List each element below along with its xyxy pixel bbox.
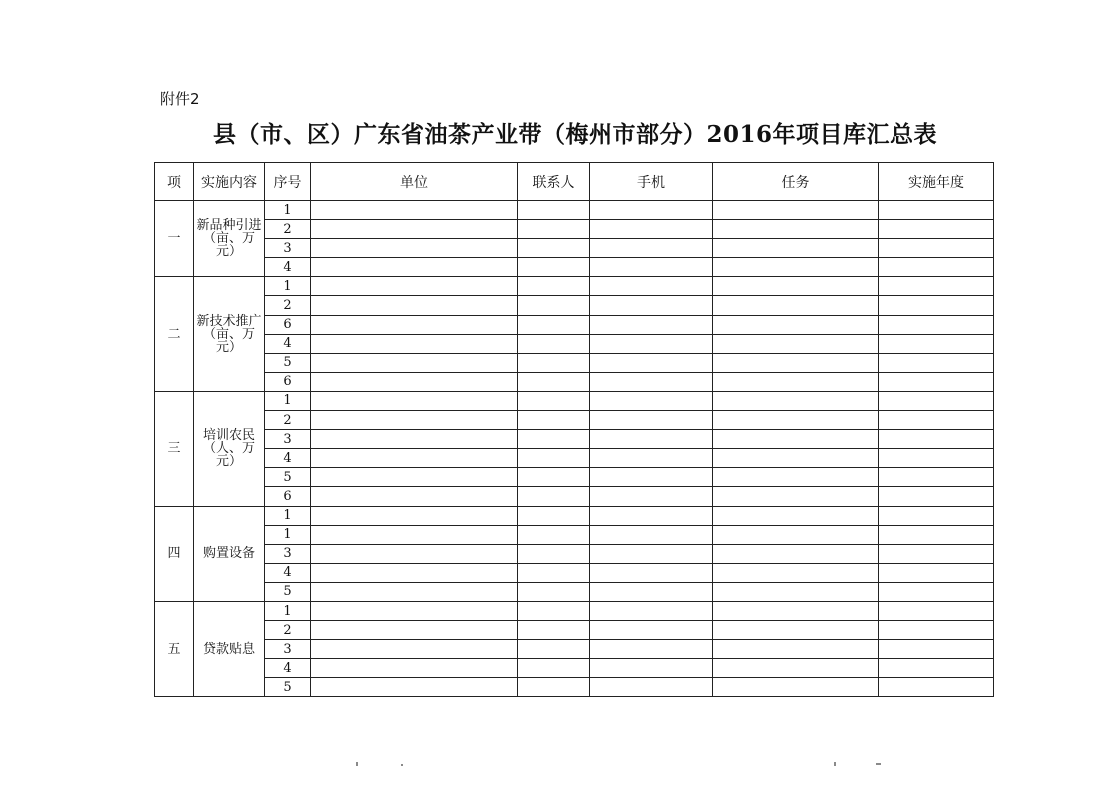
empty-cell-phone — [590, 659, 713, 678]
empty-cell-phone — [590, 640, 713, 659]
sequence-number: 2 — [265, 621, 311, 640]
scan-specks — [0, 762, 1120, 772]
empty-cell-contact — [518, 430, 590, 449]
empty-cell-phone — [590, 621, 713, 640]
table-row — [155, 563, 994, 582]
empty-cell-task — [713, 678, 879, 697]
empty-cell-year — [879, 487, 994, 506]
empty-cell-year — [879, 391, 994, 410]
header-cell-content: 实施内容 — [194, 163, 265, 201]
empty-cell-phone — [590, 372, 713, 391]
empty-cell-year — [879, 258, 994, 277]
empty-cell-task — [713, 601, 879, 620]
empty-cell-phone — [590, 449, 713, 468]
sequence-number: 4 — [265, 334, 311, 353]
empty-cell-year — [879, 353, 994, 372]
sequence-number: 2 — [265, 411, 311, 430]
sequence-number: 3 — [265, 239, 311, 258]
sequence-number: 1 — [265, 277, 311, 296]
empty-cell-task — [713, 315, 879, 334]
empty-cell-task — [713, 468, 879, 487]
empty-cell-contact — [518, 525, 590, 544]
empty-cell-phone — [590, 277, 713, 296]
header-cell-phone: 手机 — [590, 163, 713, 201]
empty-cell-contact — [518, 353, 590, 372]
table-row — [155, 659, 994, 678]
empty-cell-unit — [311, 201, 518, 220]
table-row — [155, 468, 994, 487]
empty-cell-task — [713, 640, 879, 659]
empty-cell-phone — [590, 468, 713, 487]
table-row — [155, 296, 994, 315]
empty-cell-contact — [518, 563, 590, 582]
empty-cell-phone — [590, 258, 713, 277]
empty-cell-year — [879, 334, 994, 353]
empty-cell-contact — [518, 621, 590, 640]
empty-cell-year — [879, 315, 994, 334]
empty-cell-unit — [311, 449, 518, 468]
table-row — [155, 391, 994, 410]
empty-cell-unit — [311, 601, 518, 620]
table-row — [155, 258, 994, 277]
empty-cell-unit — [311, 659, 518, 678]
sequence-number: 4 — [265, 563, 311, 582]
header-cell-item: 项 — [155, 163, 194, 201]
empty-cell-unit — [311, 220, 518, 239]
empty-cell-phone — [590, 563, 713, 582]
empty-cell-task — [713, 220, 879, 239]
empty-cell-unit — [311, 372, 518, 391]
empty-cell-year — [879, 506, 994, 525]
empty-cell-task — [713, 239, 879, 258]
scan-speck — [834, 762, 836, 766]
empty-cell-unit — [311, 506, 518, 525]
table-row — [155, 525, 994, 544]
empty-cell-task — [713, 258, 879, 277]
empty-cell-contact — [518, 601, 590, 620]
table-row — [155, 640, 994, 659]
scan-speck — [876, 763, 881, 765]
empty-cell-task — [713, 544, 879, 563]
section-id: 五 — [155, 601, 194, 696]
empty-cell-unit — [311, 563, 518, 582]
sequence-number: 5 — [265, 582, 311, 601]
empty-cell-year — [879, 640, 994, 659]
empty-cell-task — [713, 277, 879, 296]
sequence-number: 2 — [265, 296, 311, 315]
empty-cell-contact — [518, 201, 590, 220]
project-summary-table — [154, 162, 994, 697]
empty-cell-contact — [518, 315, 590, 334]
empty-cell-contact — [518, 411, 590, 430]
header-cell-unit: 单位 — [311, 163, 518, 201]
sequence-number: 3 — [265, 430, 311, 449]
sequence-number: 1 — [265, 201, 311, 220]
empty-cell-contact — [518, 582, 590, 601]
sequence-number: 1 — [265, 391, 311, 410]
empty-cell-year — [879, 601, 994, 620]
section-id: 三 — [155, 391, 194, 506]
empty-cell-phone — [590, 525, 713, 544]
empty-cell-task — [713, 621, 879, 640]
empty-cell-unit — [311, 430, 518, 449]
empty-cell-unit — [311, 334, 518, 353]
empty-cell-task — [713, 411, 879, 430]
empty-cell-year — [879, 411, 994, 430]
sequence-number: 6 — [265, 315, 311, 334]
empty-cell-contact — [518, 277, 590, 296]
page-title: 县（市、区）广东省油茶产业带（梅州市部分）2016年项目库汇总表 — [212, 121, 937, 148]
header-cell-task: 任务 — [713, 163, 879, 201]
sequence-number: 1 — [265, 525, 311, 544]
sequence-number: 5 — [265, 678, 311, 697]
empty-cell-unit — [311, 582, 518, 601]
empty-cell-unit — [311, 544, 518, 563]
section-id: 二 — [155, 277, 194, 392]
table-row — [155, 372, 994, 391]
empty-cell-contact — [518, 659, 590, 678]
empty-cell-unit — [311, 468, 518, 487]
empty-cell-year — [879, 220, 994, 239]
empty-cell-contact — [518, 640, 590, 659]
empty-cell-phone — [590, 296, 713, 315]
table-row — [155, 315, 994, 334]
empty-cell-task — [713, 563, 879, 582]
empty-cell-task — [713, 296, 879, 315]
empty-cell-phone — [590, 201, 713, 220]
empty-cell-task — [713, 430, 879, 449]
empty-cell-year — [879, 621, 994, 640]
header-cell-year: 实施年度 — [879, 163, 994, 201]
empty-cell-year — [879, 468, 994, 487]
table-row — [155, 277, 994, 296]
table-row — [155, 353, 994, 372]
empty-cell-task — [713, 372, 879, 391]
empty-cell-unit — [311, 315, 518, 334]
empty-cell-phone — [590, 582, 713, 601]
sequence-number: 5 — [265, 468, 311, 487]
header-row — [155, 163, 994, 201]
table-row — [155, 601, 994, 620]
empty-cell-task — [713, 525, 879, 544]
empty-cell-year — [879, 525, 994, 544]
empty-cell-task — [713, 353, 879, 372]
empty-cell-year — [879, 563, 994, 582]
empty-cell-unit — [311, 353, 518, 372]
sequence-number: 4 — [265, 258, 311, 277]
empty-cell-phone — [590, 315, 713, 334]
sequence-number: 2 — [265, 220, 311, 239]
empty-cell-year — [879, 449, 994, 468]
empty-cell-task — [713, 659, 879, 678]
table-row — [155, 621, 994, 640]
empty-cell-phone — [590, 601, 713, 620]
empty-cell-unit — [311, 640, 518, 659]
table-row — [155, 220, 994, 239]
empty-cell-task — [713, 334, 879, 353]
table-row — [155, 201, 994, 220]
empty-cell-year — [879, 544, 994, 563]
empty-cell-unit — [311, 296, 518, 315]
empty-cell-contact — [518, 220, 590, 239]
empty-cell-phone — [590, 430, 713, 449]
empty-cell-unit — [311, 239, 518, 258]
empty-cell-year — [879, 582, 994, 601]
sequence-number: 5 — [265, 353, 311, 372]
empty-cell-year — [879, 678, 994, 697]
empty-cell-contact — [518, 506, 590, 525]
empty-cell-contact — [518, 334, 590, 353]
sequence-number: 4 — [265, 449, 311, 468]
empty-cell-phone — [590, 334, 713, 353]
table-row — [155, 449, 994, 468]
table-row — [155, 411, 994, 430]
sequence-number: 3 — [265, 544, 311, 563]
empty-cell-year — [879, 372, 994, 391]
empty-cell-task — [713, 487, 879, 506]
empty-cell-unit — [311, 678, 518, 697]
section-content: 新品种引进（亩、万元） — [194, 201, 265, 277]
empty-cell-contact — [518, 487, 590, 506]
empty-cell-phone — [590, 239, 713, 258]
empty-cell-unit — [311, 487, 518, 506]
scan-speck — [401, 764, 403, 766]
empty-cell-contact — [518, 468, 590, 487]
empty-cell-phone — [590, 220, 713, 239]
empty-cell-unit — [311, 621, 518, 640]
empty-cell-phone — [590, 678, 713, 697]
table-row — [155, 678, 994, 697]
empty-cell-contact — [518, 678, 590, 697]
table-row — [155, 544, 994, 563]
scan-speck — [356, 762, 358, 766]
empty-cell-task — [713, 449, 879, 468]
header-cell-contact: 联系人 — [518, 163, 590, 201]
empty-cell-unit — [311, 277, 518, 296]
empty-cell-task — [713, 201, 879, 220]
sequence-number: 1 — [265, 506, 311, 525]
empty-cell-task — [713, 582, 879, 601]
table-row — [155, 239, 994, 258]
empty-cell-task — [713, 506, 879, 525]
empty-cell-phone — [590, 411, 713, 430]
section-content: 新技术推广（亩、万元） — [194, 277, 265, 392]
sequence-number: 1 — [265, 601, 311, 620]
empty-cell-contact — [518, 258, 590, 277]
sequence-number: 6 — [265, 372, 311, 391]
table-row — [155, 487, 994, 506]
empty-cell-contact — [518, 372, 590, 391]
empty-cell-year — [879, 296, 994, 315]
empty-cell-year — [879, 659, 994, 678]
section-id: 一 — [155, 201, 194, 277]
attachment-label: 附件2 — [160, 90, 200, 108]
empty-cell-unit — [311, 411, 518, 430]
table-row — [155, 582, 994, 601]
empty-cell-phone — [590, 487, 713, 506]
section-content: 培训农民（人、万元） — [194, 391, 265, 506]
section-content: 贷款贴息 — [194, 601, 265, 696]
empty-cell-contact — [518, 449, 590, 468]
section-id: 四 — [155, 506, 194, 601]
table-row — [155, 430, 994, 449]
empty-cell-contact — [518, 296, 590, 315]
sequence-number: 6 — [265, 487, 311, 506]
sequence-number: 4 — [265, 659, 311, 678]
empty-cell-contact — [518, 391, 590, 410]
empty-cell-phone — [590, 353, 713, 372]
table-row — [155, 506, 994, 525]
header-cell-seq: 序号 — [265, 163, 311, 201]
empty-cell-year — [879, 201, 994, 220]
empty-cell-contact — [518, 239, 590, 258]
empty-cell-contact — [518, 544, 590, 563]
empty-cell-phone — [590, 506, 713, 525]
empty-cell-phone — [590, 544, 713, 563]
section-content: 购置设备 — [194, 506, 265, 601]
empty-cell-phone — [590, 391, 713, 410]
empty-cell-year — [879, 430, 994, 449]
sequence-number: 3 — [265, 640, 311, 659]
empty-cell-task — [713, 391, 879, 410]
empty-cell-unit — [311, 258, 518, 277]
empty-cell-year — [879, 277, 994, 296]
empty-cell-unit — [311, 525, 518, 544]
table-row — [155, 334, 994, 353]
empty-cell-unit — [311, 391, 518, 410]
empty-cell-year — [879, 239, 994, 258]
